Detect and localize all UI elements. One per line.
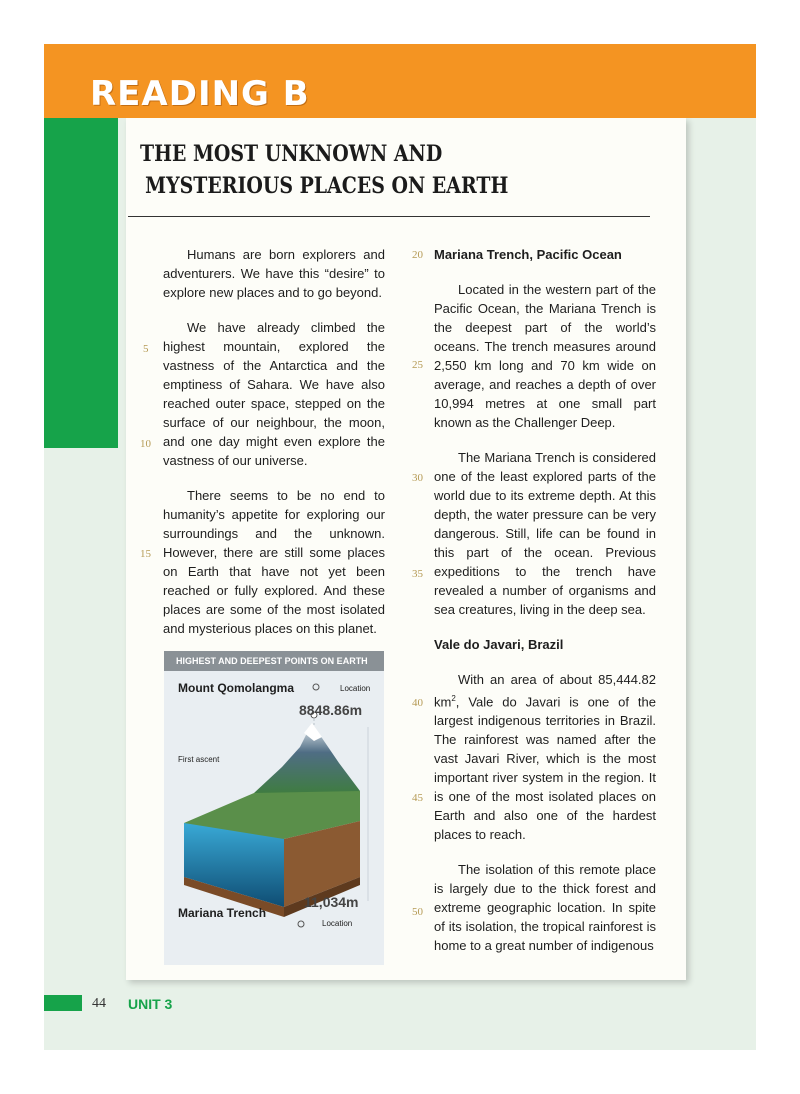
line-number: 20 bbox=[412, 249, 423, 261]
page-number: 44 bbox=[92, 996, 106, 1011]
title-divider bbox=[128, 216, 650, 217]
depth-value: 11,034m bbox=[304, 894, 359, 910]
intro-paragraph-2: We have already climbed the highest mountain, explored the vastness of the Antarctica and the emptiness of Sahara. We have also reached outer space, stepped on the surface of our neighbour, the moon, and one day might even explore the vastness of our universe. bbox=[163, 320, 385, 468]
green-side-block bbox=[44, 118, 118, 448]
left-column bbox=[163, 245, 385, 654]
line-number: 25 bbox=[412, 359, 423, 371]
line-number: 40 bbox=[412, 697, 423, 709]
squared-superscript: 2 bbox=[451, 694, 456, 703]
article-title bbox=[140, 138, 508, 202]
unit-label: UNIT 3 bbox=[128, 996, 173, 1012]
mariana-paragraph-2: The Mariana Trench is considered one of the least explored parts of the world due to its extreme depth. At this depth, the water pressure can be very dangerous. Still, life can be found in this part of the ocean. Previous expeditions to the trench have revealed a number of organisms and sea creatures, living in the deep sea. bbox=[434, 450, 656, 617]
line-number: 10 bbox=[140, 438, 151, 450]
intro-paragraph-1: Humans are born explorers and adventurers. We have this “desire” to explore new places and to go beyond. bbox=[163, 247, 385, 300]
trench-label: Mariana Trench bbox=[178, 906, 267, 920]
line-number: 50 bbox=[412, 906, 423, 918]
line-number: 5 bbox=[143, 343, 149, 355]
section-title: READING B bbox=[90, 74, 310, 114]
footer-green-bar bbox=[44, 995, 82, 1011]
reading-header-banner bbox=[44, 44, 756, 118]
height-value: 8848.86m bbox=[299, 702, 363, 718]
infographic-highest-deepest bbox=[164, 651, 384, 965]
right-column bbox=[434, 245, 656, 971]
line-number: 30 bbox=[412, 472, 423, 484]
article-title-line2: MYSTERIOUS PLACES ON EARTH bbox=[145, 173, 509, 199]
line-number: 45 bbox=[412, 792, 423, 804]
location-label-top: Location bbox=[340, 684, 371, 693]
first-ascent-label: First ascent bbox=[178, 755, 220, 764]
section-heading-mariana: Mariana Trench, Pacific Ocean bbox=[434, 247, 622, 262]
javari-paragraph-1 bbox=[434, 670, 656, 844]
line-number: 35 bbox=[412, 568, 423, 580]
intro-paragraph-3: There seems to be no end to humanity’s appetite for exploring our surroundings and the unknown. However, there are still some places on Earth that have not yet been reached or fully explored. And these places are some of the most isolated and mysterious places on this planet. bbox=[163, 488, 385, 636]
line-number: 15 bbox=[140, 548, 151, 560]
mountain-label: Mount Qomolangma bbox=[178, 681, 294, 695]
javari-p1-start: With an area of about 85,444.82 km bbox=[434, 672, 656, 710]
location-label-bottom: Location bbox=[322, 919, 353, 928]
infographic-header: HIGHEST AND DEEPEST POINTS ON EARTH bbox=[164, 651, 384, 671]
javari-p1-end: , Vale do Javari is one of the largest indigenous territories in Brazil. The rainforest was named after the vast Javari River, which is the most important river system in the region. It is one of the most isolated places on Earth and also one of the hardest places to reach. bbox=[434, 694, 656, 843]
javari-paragraph-2: The isolation of this remote place is largely due to the thick forest and extreme geographic location. In spite of its isolation, the tropical rainforest is home to a great number of indigenous bbox=[434, 862, 656, 954]
mariana-paragraph-1: Located in the western part of the Pacific Ocean, the Mariana Trench is the deepest part of the world’s oceans. The trench measures around 2,550 km long and 70 km wide on average, and reaches a depth of over 10,994 metres at one small part known as the Challenger Deep. bbox=[434, 282, 656, 430]
article-title-line1: THE MOST UNKNOWN AND bbox=[140, 141, 443, 167]
section-heading-javari: Vale do Javari, Brazil bbox=[434, 637, 564, 652]
